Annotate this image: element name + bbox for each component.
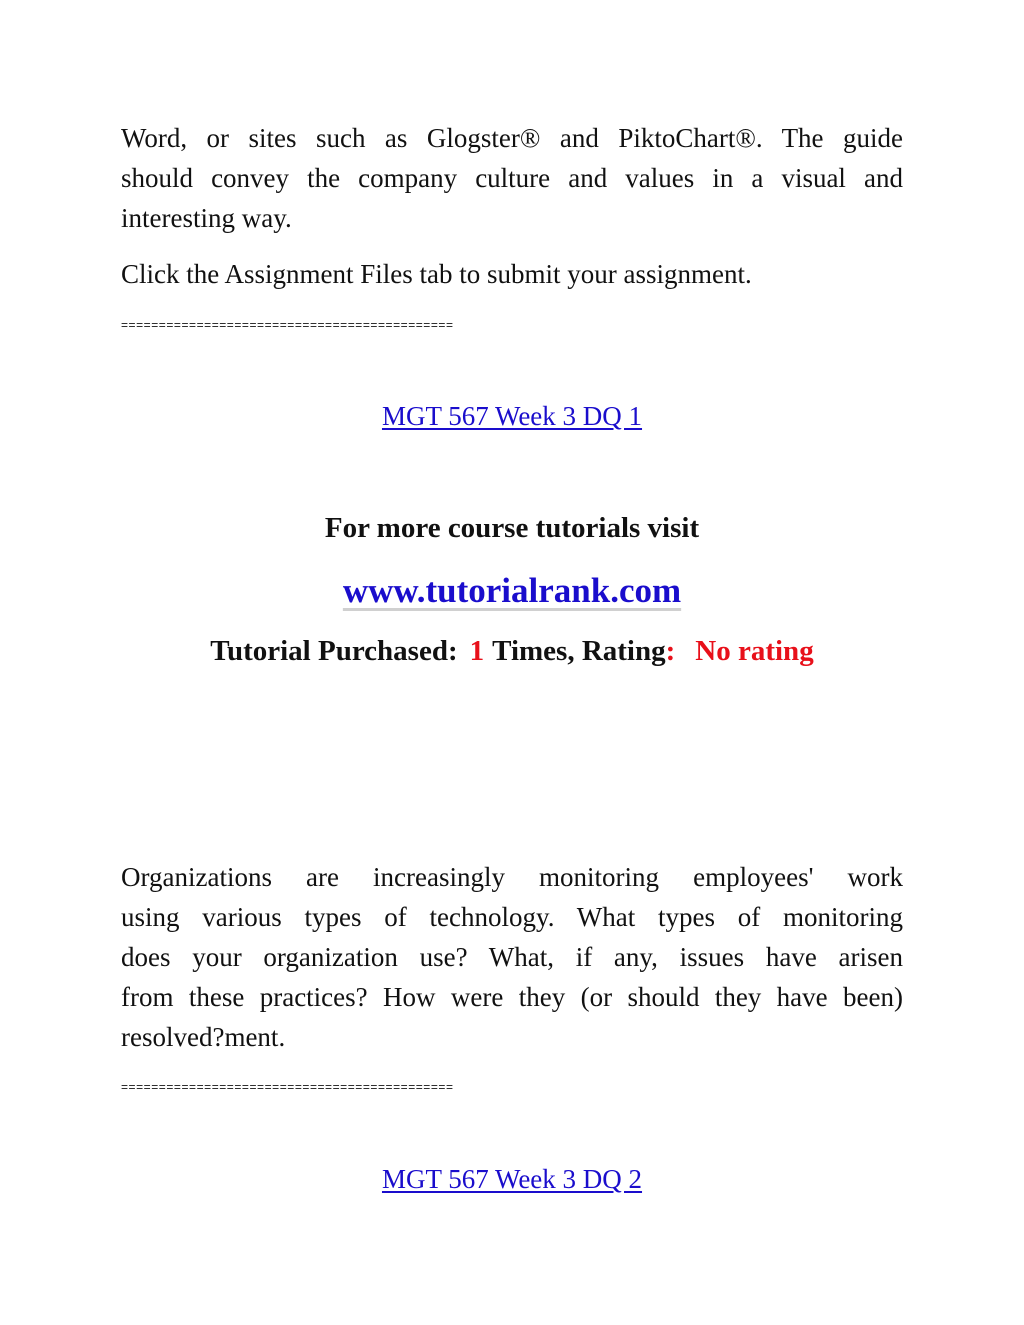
promo-heading: For more course tutorials visit bbox=[324, 512, 700, 544]
submit-instruction: Click the Assignment Files tab to submit your assignment. bbox=[121, 259, 752, 289]
separator-bottom: ============================================ bbox=[121, 1080, 454, 1094]
mgt567-week3-dq1-link[interactable]: MGT 567 Week 3 DQ 1 bbox=[381, 401, 643, 431]
dq2-link-row bbox=[0, 1159, 1024, 1199]
rating-value: No rating bbox=[695, 635, 814, 667]
intro-line-2: should convey the company culture and values in a visual and bbox=[121, 163, 903, 193]
times-rating-label: Times, Rating bbox=[492, 635, 666, 667]
rating-colon: : bbox=[665, 635, 676, 667]
question-line-1: Organizations are increasingly monitoring employees' work bbox=[121, 862, 903, 892]
question-line-3: does your organization use? What, if any, issues have arisen bbox=[121, 942, 903, 972]
separator-top: ============================================ bbox=[121, 318, 454, 332]
question-line-5: resolved?ment. bbox=[121, 1022, 286, 1052]
purchase-info bbox=[0, 631, 1024, 671]
site-link-row bbox=[0, 568, 1024, 614]
dq1-link-row bbox=[0, 396, 1024, 436]
question-line-4: from these practices? How were they (or should they have been) bbox=[121, 982, 903, 1012]
intro-line-3: interesting way. bbox=[121, 203, 292, 233]
purchased-count: 1 bbox=[469, 635, 485, 667]
purchased-label: Tutorial Purchased: bbox=[210, 635, 458, 667]
intro-line-1: Word, or sites such as Glogster® and PiktoChart®. The guide bbox=[121, 123, 903, 153]
mgt567-week3-dq2-link[interactable]: MGT 567 Week 3 DQ 2 bbox=[381, 1164, 643, 1194]
tutorialrank-site-link[interactable]: www.tutorialrank.com bbox=[342, 571, 682, 610]
question-line-2: using various types of technology. What types of monitoring bbox=[121, 902, 903, 932]
